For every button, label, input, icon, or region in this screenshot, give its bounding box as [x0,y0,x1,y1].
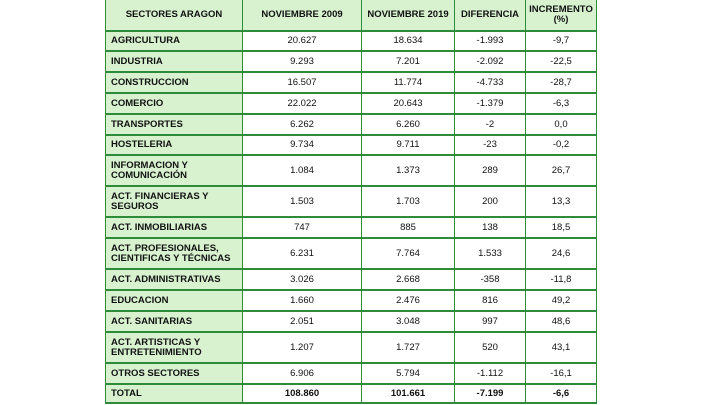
sector-cell: OTROS SECTORES [106,364,243,385]
total-diferencia-cell: -7.199 [455,385,526,404]
nov2019-cell: 885 [362,218,455,239]
total-nov2019-cell: 101.661 [362,385,455,404]
nov2009-cell: 16.507 [243,73,362,94]
header-diferencia: DIFERENCIA [455,0,526,32]
header-row [106,0,596,32]
diferencia-cell: -2 [455,115,526,136]
diferencia-cell: -23 [455,136,526,156]
total-nov2009-cell: 108.860 [243,385,362,404]
sector-cell: COMERCIO [106,94,243,115]
table-body [106,32,596,404]
incremento-cell: 26,7 [526,156,596,187]
nov2019-cell: 7.764 [362,239,455,270]
incremento-cell: 18,5 [526,218,596,239]
table-row [106,291,596,312]
table-row [106,136,596,156]
sector-cell: TRANSPORTES [106,115,243,136]
sector-cell: ACT. PROFESIONALES, CIENTIFICAS Y TÉCNICAS [106,239,243,270]
incremento-cell: 0,0 [526,115,596,136]
header-nov2009: NOVIEMBRE 2009 [243,0,362,32]
incremento-cell: 49,2 [526,291,596,312]
nov2009-cell: 3.026 [243,270,362,291]
sectors-table [105,0,597,404]
table-row [106,52,596,73]
nov2009-cell: 9.734 [243,136,362,156]
incremento-cell: 43,1 [526,333,596,364]
nov2009-cell: 1.084 [243,156,362,187]
sector-cell: HOSTELERIA [106,136,243,156]
incremento-cell: -11,8 [526,270,596,291]
sector-cell: ACT. SANITARIAS [106,312,243,333]
incremento-cell: -22,5 [526,52,596,73]
nov2009-cell: 20.627 [243,32,362,52]
nov2019-cell: 6.260 [362,115,455,136]
sector-cell: ACT. INMOBILIARIAS [106,218,243,239]
table-row [106,270,596,291]
diferencia-cell: 520 [455,333,526,364]
incremento-cell: -0,2 [526,136,596,156]
table-row [106,115,596,136]
table-row [106,187,596,218]
diferencia-cell: 289 [455,156,526,187]
nov2019-cell: 1.703 [362,187,455,218]
table-row [106,333,596,364]
table-row [106,218,596,239]
total-sector-cell: TOTAL [106,385,243,404]
diferencia-cell: -358 [455,270,526,291]
incremento-cell: 13,3 [526,187,596,218]
total-row [106,385,596,404]
nov2009-cell: 9.293 [243,52,362,73]
nov2009-cell: 1.660 [243,291,362,312]
table-row [106,156,596,187]
incremento-cell: -9,7 [526,32,596,52]
diferencia-cell: -1.379 [455,94,526,115]
nov2019-cell: 7.201 [362,52,455,73]
table-row [106,94,596,115]
nov2009-cell: 6.231 [243,239,362,270]
nov2019-cell: 9.711 [362,136,455,156]
header-incremento: INCREMENTO (%) [526,0,596,32]
header-nov2019: NOVIEMBRE 2019 [362,0,455,32]
incremento-cell: -6,3 [526,94,596,115]
nov2019-cell: 1.373 [362,156,455,187]
sector-cell: ACT. ARTISTICAS Y ENTRETENIMIENTO [106,333,243,364]
diferencia-cell: -2.092 [455,52,526,73]
incremento-cell: 24,6 [526,239,596,270]
nov2019-cell: 2.476 [362,291,455,312]
incremento-cell: -16,1 [526,364,596,385]
sector-cell: CONSTRUCCION [106,73,243,94]
table-row [106,364,596,385]
incremento-cell: -28,7 [526,73,596,94]
incremento-cell: 48,6 [526,312,596,333]
nov2019-cell: 2.668 [362,270,455,291]
nov2009-cell: 6.262 [243,115,362,136]
nov2009-cell: 6.906 [243,364,362,385]
diferencia-cell: 138 [455,218,526,239]
diferencia-cell: 1.533 [455,239,526,270]
diferencia-cell: 997 [455,312,526,333]
nov2009-cell: 2.051 [243,312,362,333]
header-sector: SECTORES ARAGON [106,0,243,32]
sector-cell: ACT. FINANCIERAS Y SEGUROS [106,187,243,218]
diferencia-cell: 816 [455,291,526,312]
sector-cell: EDUCACION [106,291,243,312]
diferencia-cell: 200 [455,187,526,218]
nov2009-cell: 1.503 [243,187,362,218]
table-row [106,32,596,52]
nov2019-cell: 20.643 [362,94,455,115]
nov2019-cell: 3.048 [362,312,455,333]
nov2009-cell: 1.207 [243,333,362,364]
nov2009-cell: 22.022 [243,94,362,115]
sector-cell: ACT. ADMINISTRATIVAS [106,270,243,291]
sector-cell: AGRICULTURA [106,32,243,52]
sector-cell: INDUSTRIA [106,52,243,73]
table-row [106,239,596,270]
nov2019-cell: 5.794 [362,364,455,385]
nov2019-cell: 18.634 [362,32,455,52]
table-row [106,73,596,94]
diferencia-cell: -1.993 [455,32,526,52]
diferencia-cell: -1.112 [455,364,526,385]
sector-cell: INFORMACION Y COMUNICACIÓN [106,156,243,187]
nov2019-cell: 11.774 [362,73,455,94]
diferencia-cell: -4.733 [455,73,526,94]
total-incremento-cell: -6,6 [526,385,596,404]
table-row [106,312,596,333]
table-container [105,0,595,404]
nov2019-cell: 1.727 [362,333,455,364]
nov2009-cell: 747 [243,218,362,239]
